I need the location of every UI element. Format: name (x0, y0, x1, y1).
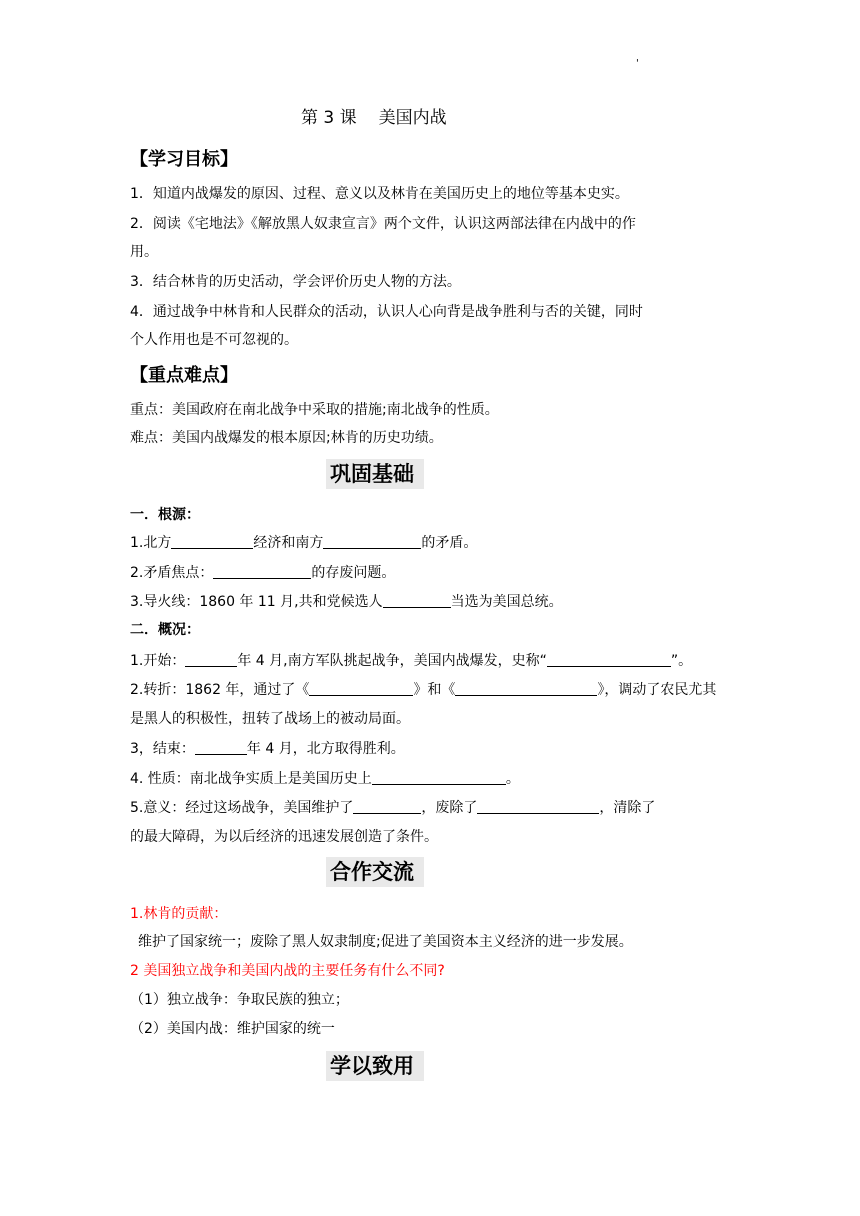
key-points-heading: 【重点难点】 (130, 365, 238, 386)
fill-line-cont: 是黑人的积极性，扭转了战场上的被动局面。 (130, 711, 410, 727)
fill-line: 2.矛盾焦点： 的存废问题。 (130, 565, 396, 581)
objective-line: 1．知道内战爆发的原因、过程、意义以及林肯在美国历史上的地位等基本史实。 (130, 186, 629, 202)
fill-line: 1.北方 经济和南方 的矛盾。 (130, 535, 478, 551)
lesson-number: 第 3 课 (301, 108, 357, 128)
focus-point: 重点：美国政府在南北战争中采取的措施;南北战争的性质。 (130, 402, 499, 418)
objectives-heading: 【学习目标】 (130, 149, 238, 170)
objective-line: 3．结合林肯的历史活动，学会评价历史人物的方法。 (130, 274, 461, 290)
answer-2-item: （1）独立战争：争取民族的独立； (130, 992, 349, 1008)
objective-line: 个人作用也是不可忽视的。 (130, 332, 298, 348)
objective-line: 4．通过战争中林肯和人民群众的活动，认识人心向背是战争胜利与否的关键，同时 (130, 304, 643, 320)
fill-line: 4. 性质：南北战争实质上是美国历史上 。 (130, 771, 520, 787)
cooperation-banner: 合作交流 (326, 857, 424, 887)
objective-line: 用。 (130, 244, 158, 260)
fill-line: 5.意义：经过这场战争，美国维护了 ，废除了 ，清除了 (130, 800, 656, 816)
answer-blank[interactable] (547, 651, 671, 667)
question-2: 2 美国独立战争和美国内战的主要任务有什么不同? (130, 963, 445, 979)
overview-heading: 二．概况： (130, 622, 200, 638)
answer-blank[interactable] (353, 798, 421, 814)
answer-blank[interactable] (455, 680, 597, 696)
application-banner: 学以致用 (326, 1051, 424, 1081)
basics-banner: 巩固基础 (326, 459, 424, 489)
origin-heading: 一．根源： (130, 507, 200, 523)
fill-line: 2.转折：1862 年，通过了《 》和《 》，调动了农民尤其 (130, 682, 717, 698)
question-1: 1.林肯的贡献： (130, 906, 228, 922)
lesson-title (301, 106, 447, 130)
answer-blank[interactable] (383, 592, 451, 608)
objective-line: 2．阅读《宅地法》《解放黑人奴隶宣言》两个文件，认识这两部法律在内战中的作 (130, 216, 636, 232)
difficulty-point: 难点：美国内战爆发的根本原因;林肯的历史功绩。 (130, 430, 443, 446)
fill-line-cont: 的最大障碍，为以后经济的迅速发展创造了条件。 (130, 829, 438, 845)
answer-1: 维护了国家统一；废除了黑人奴隶制度;促进了美国资本主义经济的进一步发展。 (138, 934, 633, 950)
fill-line: 3.导火线：1860 年 11 月,共和党候选人 当选为美国总统。 (130, 594, 563, 610)
answer-blank[interactable] (323, 533, 421, 549)
fill-line: 1.开始： 年 4 月,南方军队挑起战争，美国内战爆发，史称“ ”。 (130, 653, 693, 669)
answer-blank[interactable] (171, 533, 253, 549)
answer-blank[interactable] (195, 739, 247, 755)
answer-blank[interactable] (309, 680, 413, 696)
lesson-name: 美国内战 (378, 108, 447, 128)
corner-mark: ' (636, 58, 639, 69)
answer-blank[interactable] (477, 798, 599, 814)
answer-2-item: （2）美国内战：维护国家的统一 (130, 1021, 335, 1037)
fill-line: 3，结束： 年 4 月，北方取得胜利。 (130, 741, 405, 757)
answer-blank[interactable] (372, 769, 506, 785)
answer-blank[interactable] (213, 563, 311, 579)
answer-blank[interactable] (185, 651, 237, 667)
